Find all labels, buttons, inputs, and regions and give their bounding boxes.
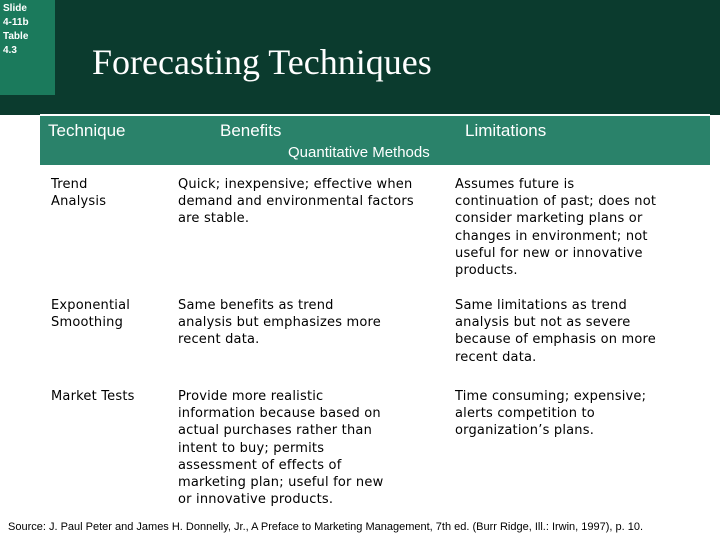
header-limitations: Limitations	[465, 121, 547, 140]
slide-label-box	[0, 0, 55, 95]
benefits-cell: Provide more realistic information because based on actual purchases rather than intent to buy; permits assessment of effects of marketing plan; useful for new or innovative products.	[178, 389, 384, 508]
slide-label: Slide 4-11b Table 4.3	[3, 3, 29, 56]
table-header	[40, 114, 710, 165]
header-technique: Technique	[48, 121, 126, 140]
benefits-cell: Same benefits as trend analysis but emphasizes more recent data.	[178, 298, 381, 348]
benefits-cell: Quick; inexpensive; effective when demand and environmental factors are stable.	[178, 177, 414, 227]
slide-title: Forecasting Techniques	[92, 42, 432, 82]
header-band	[0, 95, 720, 115]
source-citation: Source: J. Paul Peter and James H. Donnelly, Jr., A Preface to Marketing Management, 7th ed. (Burr Ridge, Ill.: Irwin, 1997), p. 10.	[8, 521, 644, 533]
limitations-cell: Same limitations as trend analysis but not as severe because of emphasis on more recent data.	[455, 298, 656, 365]
limitations-cell: Assumes future is continuation of past; does not consider marketing plans or changes in environment; not useful for new or innovative products.	[455, 177, 657, 279]
technique-cell: Trend Analysis	[51, 177, 107, 210]
header-benefits: Benefits	[220, 121, 282, 140]
limitations-cell: Time consuming; expensive; alerts competition to organization’s plans.	[455, 389, 647, 439]
technique-cell: Exponential Smoothing	[51, 298, 131, 331]
technique-cell: Market Tests	[51, 389, 135, 404]
section-label: Quantitative Methods	[288, 144, 430, 161]
